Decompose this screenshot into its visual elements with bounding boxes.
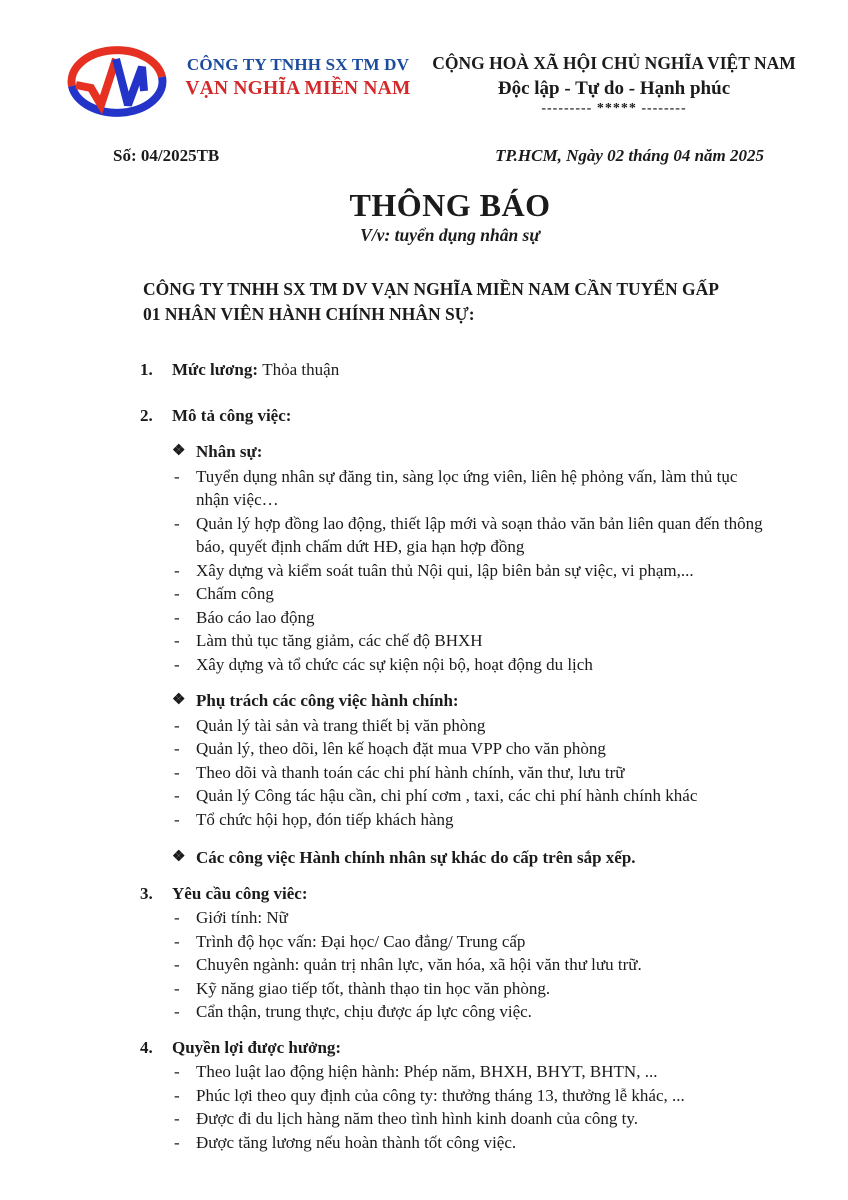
list-item	[100, 977, 764, 1001]
section-2-heading	[100, 404, 764, 428]
dash-bullet: -	[174, 513, 180, 533]
list-item	[100, 784, 764, 808]
intro-heading	[143, 277, 764, 327]
list-item-text: Xây dựng và tổ chức các sự kiện nội bộ, hoạt động du lịch	[196, 654, 593, 674]
list-item	[100, 1060, 764, 1084]
list-item-text: Báo cáo lao động	[196, 607, 315, 627]
dash-bullet: -	[174, 931, 180, 951]
list-item-text: Theo luật lao động hiện hành: Phép năm, BHXH, BHYT, BHTN, ...	[196, 1062, 658, 1081]
list-item-text: Chấm công	[196, 584, 274, 603]
motto-divider: --------- ***** --------	[541, 101, 687, 116]
list-item	[100, 512, 764, 559]
list-item-text: Trình độ học vấn: Đại học/ Cao đẳng/ Trung cấp	[196, 931, 526, 951]
section-number: 1.	[140, 360, 153, 379]
list-item-text: Quản lý tài sản và trang thiết bị văn phòng	[196, 715, 486, 735]
dash-bullet: -	[174, 560, 180, 580]
section-3-heading	[100, 882, 764, 906]
list-item-text: Tổ chức hội họp, đón tiếp khách hàng	[196, 809, 454, 829]
subheading-label: Các công việc Hành chính nhân sự khác do cấp trên sắp xếp.	[196, 848, 636, 867]
title-block	[0, 187, 848, 246]
diamond-bullet: ❖	[172, 692, 186, 708]
company-logo-icon	[66, 46, 168, 120]
dash-bullet: -	[174, 631, 180, 650]
list-item-text: Phúc lợi theo quy định của công ty: thưởng tháng 13, thưởng lễ khác, ...	[196, 1085, 685, 1105]
dash-bullet: -	[174, 1109, 180, 1128]
dash-bullet: -	[174, 466, 180, 486]
subheading-nhan-su	[100, 440, 764, 464]
dash-bullet: -	[174, 809, 180, 829]
subheading-hanh-chinh	[100, 689, 764, 713]
list-item	[100, 653, 764, 677]
dash-bullet: -	[174, 1062, 180, 1081]
national-motto-block	[428, 46, 800, 117]
list-item	[100, 1000, 764, 1024]
dash-bullet: -	[174, 978, 180, 998]
list-item	[100, 629, 764, 653]
list-item-text: Cẩn thận, trung thực, chịu được áp lực công việc.	[196, 1002, 532, 1021]
hanh-chinh-list	[100, 714, 764, 832]
list-item	[100, 465, 764, 512]
list-item-text: Giới tính: Nữ	[196, 908, 288, 927]
list-item	[100, 906, 764, 930]
dash-bullet: -	[174, 1132, 180, 1152]
section-label: Yêu cầu công viêc:	[172, 883, 308, 903]
dash-bullet: -	[174, 786, 180, 805]
section-value: Thỏa thuận	[262, 360, 340, 379]
dash-bullet: -	[174, 715, 180, 735]
list-item	[100, 714, 764, 738]
section-number: 3.	[140, 883, 153, 903]
intro-line: 01 NHÂN VIÊN HÀNH CHÍNH NHÂN SỰ:	[143, 304, 475, 324]
company-name-block	[172, 46, 424, 100]
document-title: THÔNG BÁO	[349, 187, 551, 223]
meta-row	[0, 120, 848, 166]
list-item-text: Được đi du lịch hàng năm theo tình hình kinh doanh của công ty.	[196, 1109, 639, 1128]
subheading-khac	[100, 846, 764, 870]
company-name-line2: VẠN NGHĨA MIỀN NAM	[185, 78, 411, 99]
place-and-date: TP.HCM, Ngày 02 tháng 04 năm 2025	[495, 146, 764, 165]
list-item-text: Theo dõi và thanh toán các chi phí hành chính, văn thư, lưu trữ	[196, 762, 625, 782]
list-item	[100, 761, 764, 785]
dash-bullet: -	[174, 762, 180, 782]
national-title: CỘNG HOÀ XÃ HỘI CHỦ NGHĨA VIỆT NAM	[432, 53, 796, 73]
document-body	[0, 277, 848, 1194]
national-motto: Độc lập - Tự do - Hạnh phúc	[497, 78, 731, 99]
section-1-heading	[100, 358, 764, 382]
list-item	[100, 606, 764, 630]
dash-bullet: -	[174, 1002, 180, 1021]
list-item-text: Quản lý, theo dõi, lên kế hoạch đặt mua VPP cho văn phòng	[196, 739, 606, 758]
dash-bullet: -	[174, 955, 180, 974]
list-item	[100, 930, 764, 954]
list-item	[100, 1107, 764, 1131]
diamond-bullet: ❖	[172, 443, 186, 459]
list-item-text: Quản lý Công tác hậu cần, chi phí cơm , taxi, các chi phí hành chính khác	[196, 786, 698, 805]
subheading-label: Nhân sự:	[196, 442, 263, 461]
dash-bullet: -	[174, 607, 180, 627]
list-item	[100, 737, 764, 761]
list-item-text: Quản lý hợp đồng lao động, thiết lập mới và soạn thảo văn bản liên quan đến thông báo, quyết định chấm dứt HĐ, gia hạn hợp đồng	[196, 513, 763, 556]
intro-line: CÔNG TY TNHH SX TM DV VẠN NGHĨA MIỀN NAM CẦN TUYỂN GẤP	[143, 279, 719, 299]
dash-bullet: -	[174, 739, 180, 758]
section-label: Mức lương:	[172, 360, 258, 379]
quyen-loi-list	[100, 1060, 764, 1154]
document-subtitle: V/v: tuyển dụng nhân sự	[360, 225, 540, 245]
dash-bullet: -	[174, 654, 180, 674]
list-item-text: Làm thủ tục tăng giảm, các chế độ BHXH	[196, 631, 483, 650]
list-item-text: Xây dựng và kiểm soát tuân thủ Nội qui, lập biên bản sự việc, vi phạm,...	[196, 560, 694, 580]
document-header	[0, 0, 848, 120]
dash-bullet: -	[174, 584, 180, 603]
section-4-heading	[100, 1036, 764, 1060]
dash-bullet: -	[174, 1085, 180, 1105]
section-label: Mô tả công việc:	[172, 405, 292, 425]
diamond-bullet: ❖	[172, 849, 186, 865]
list-item-text: Kỹ năng giao tiếp tốt, thành thạo tin học văn phòng.	[196, 978, 551, 998]
list-item-text: Chuyên ngành: quản trị nhân lực, văn hóa, xã hội văn thư lưu trữ.	[196, 955, 642, 974]
company-name-line1: CÔNG TY TNHH SX TM DV	[186, 55, 410, 74]
section-label: Quyền lợi được hưởng:	[172, 1037, 342, 1057]
dash-bullet: -	[174, 908, 180, 927]
list-item	[100, 808, 764, 832]
list-item	[100, 582, 764, 606]
list-item-text: Được tăng lương nếu hoàn thành tốt công việc.	[196, 1132, 517, 1152]
list-item	[100, 559, 764, 583]
yeu-cau-list	[100, 906, 764, 1024]
list-item-text: Tuyển dụng nhân sự đăng tin, sàng lọc ứng viên, liên hệ phỏng vấn, làm thủ tục nhận việc…	[196, 466, 738, 509]
list-item	[100, 953, 764, 977]
list-item	[100, 1084, 764, 1108]
nhan-su-list	[100, 465, 764, 677]
subheading-label: Phụ trách các công việc hành chính:	[196, 691, 459, 710]
section-number: 4.	[140, 1037, 153, 1057]
section-number: 2.	[140, 405, 153, 425]
list-item	[100, 1131, 764, 1155]
document-number: Số: 04/2025TB	[113, 146, 220, 165]
